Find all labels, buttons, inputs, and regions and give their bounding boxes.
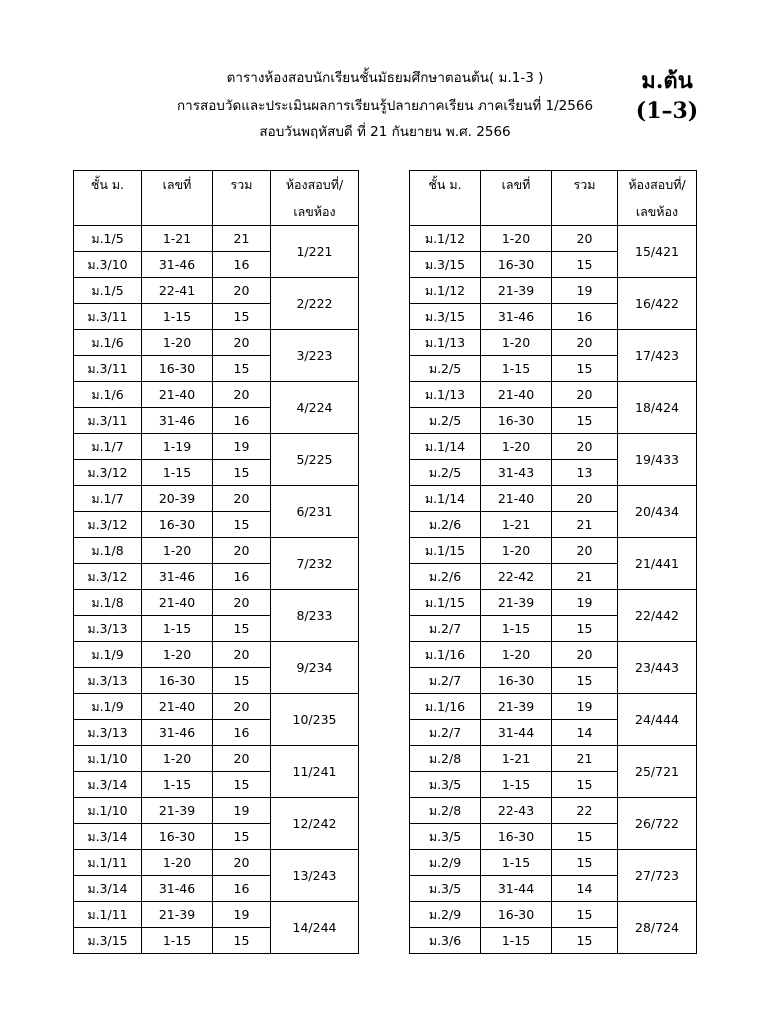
student-number-cell: 1-21 xyxy=(481,512,552,538)
student-number-cell: 21-40 xyxy=(142,694,213,720)
table-body-right xyxy=(410,226,697,954)
total-cell: 15 xyxy=(552,668,618,694)
table-row xyxy=(74,642,359,668)
total-cell: 20 xyxy=(213,850,271,876)
grade-cell: ม.3/5 xyxy=(410,824,481,850)
table-row xyxy=(410,590,697,616)
total-cell: 21 xyxy=(552,512,618,538)
grade-cell: ม.1/8 xyxy=(74,590,142,616)
total-cell: 20 xyxy=(552,382,618,408)
grade-cell: ม.1/7 xyxy=(74,434,142,460)
table-row xyxy=(74,902,359,928)
grade-cell: ม.3/12 xyxy=(74,512,142,538)
total-cell: 15 xyxy=(213,460,271,486)
grade-cell: ม.1/7 xyxy=(74,486,142,512)
grade-cell: ม.1/6 xyxy=(74,382,142,408)
grade-cell: ม.3/6 xyxy=(410,928,481,954)
student-number-cell: 1-15 xyxy=(142,304,213,330)
total-cell: 15 xyxy=(213,304,271,330)
grade-cell: ม.1/12 xyxy=(410,278,481,304)
student-number-cell: 31-43 xyxy=(481,460,552,486)
table-row xyxy=(410,226,697,252)
document-title: ตารางห้องสอบนักเรียนชั้นมัธยมศึกษาตอนต้น( ม.1-3 ) xyxy=(226,70,544,86)
grade-cell: ม.3/15 xyxy=(410,252,481,278)
table-row xyxy=(410,278,697,304)
student-number-cell: 1-15 xyxy=(481,928,552,954)
student-number-cell: 1-20 xyxy=(142,642,213,668)
student-number-cell: 1-20 xyxy=(142,850,213,876)
table-row xyxy=(410,902,697,928)
total-cell: 15 xyxy=(552,356,618,382)
grade-cell: ม.3/13 xyxy=(74,668,142,694)
exam-room-cell: 23/443 xyxy=(618,642,697,694)
student-number-cell: 31-44 xyxy=(481,876,552,902)
total-cell: 20 xyxy=(552,226,618,252)
col-header-number-cont xyxy=(481,198,552,226)
total-cell: 14 xyxy=(552,876,618,902)
student-number-cell: 1-20 xyxy=(142,330,213,356)
grade-cell: ม.2/7 xyxy=(410,616,481,642)
total-cell: 16 xyxy=(213,252,271,278)
col-header-number: เลขที่ xyxy=(142,171,213,199)
col-header-room: ห้องสอบที่/ xyxy=(271,171,359,199)
student-number-cell: 21-40 xyxy=(481,382,552,408)
total-cell: 20 xyxy=(213,538,271,564)
total-cell: 16 xyxy=(213,564,271,590)
total-cell: 15 xyxy=(552,408,618,434)
student-number-cell: 16-30 xyxy=(481,902,552,928)
total-cell: 20 xyxy=(552,486,618,512)
total-cell: 15 xyxy=(213,772,271,798)
grade-cell: ม.1/16 xyxy=(410,694,481,720)
grade-cell: ม.2/9 xyxy=(410,850,481,876)
student-number-cell: 21-40 xyxy=(142,382,213,408)
grade-cell: ม.2/5 xyxy=(410,460,481,486)
student-number-cell: 16-30 xyxy=(142,824,213,850)
total-cell: 15 xyxy=(213,356,271,382)
exam-room-cell: 6/231 xyxy=(271,486,359,538)
student-number-cell: 21-39 xyxy=(481,590,552,616)
grade-cell: ม.2/6 xyxy=(410,512,481,538)
table-row xyxy=(74,382,359,408)
student-number-cell: 1-21 xyxy=(481,746,552,772)
exam-room-cell: 3/223 xyxy=(271,330,359,382)
grade-cell: ม.3/13 xyxy=(74,720,142,746)
total-cell: 15 xyxy=(213,928,271,954)
exam-room-cell: 25/721 xyxy=(618,746,697,798)
table-row xyxy=(74,278,359,304)
exam-room-cell: 27/723 xyxy=(618,850,697,902)
total-cell: 22 xyxy=(552,798,618,824)
total-cell: 13 xyxy=(552,460,618,486)
exam-room-cell: 10/235 xyxy=(271,694,359,746)
grade-cell: ม.1/11 xyxy=(74,850,142,876)
student-number-cell: 1-20 xyxy=(481,330,552,356)
grade-cell: ม.3/12 xyxy=(74,564,142,590)
exam-room-cell: 4/224 xyxy=(271,382,359,434)
student-number-cell: 31-46 xyxy=(142,252,213,278)
student-number-cell: 21-40 xyxy=(142,590,213,616)
grade-cell: ม.3/5 xyxy=(410,876,481,902)
table-row xyxy=(410,746,697,772)
col-header-total-cont xyxy=(552,198,618,226)
total-cell: 20 xyxy=(213,642,271,668)
total-cell: 20 xyxy=(213,278,271,304)
grade-cell: ม.1/12 xyxy=(410,226,481,252)
total-cell: 20 xyxy=(213,382,271,408)
grade-cell: ม.3/13 xyxy=(74,616,142,642)
col-header-number: เลขที่ xyxy=(481,171,552,199)
grade-cell: ม.2/6 xyxy=(410,564,481,590)
total-cell: 15 xyxy=(552,252,618,278)
grade-cell: ม.1/13 xyxy=(410,382,481,408)
grade-cell: ม.1/10 xyxy=(74,798,142,824)
exam-room-cell: 9/234 xyxy=(271,642,359,694)
exam-room-cell: 20/434 xyxy=(618,486,697,538)
student-number-cell: 31-46 xyxy=(142,720,213,746)
exam-room-cell: 14/244 xyxy=(271,902,359,954)
student-number-cell: 1-15 xyxy=(142,460,213,486)
student-number-cell: 1-20 xyxy=(481,642,552,668)
table-body-left xyxy=(74,226,359,954)
table-row xyxy=(410,434,697,460)
student-number-cell: 16-30 xyxy=(142,356,213,382)
student-number-cell: 1-20 xyxy=(142,538,213,564)
level-badge-range: (1–3) xyxy=(635,98,699,124)
exam-room-cell: 18/424 xyxy=(618,382,697,434)
col-header-grade-cont xyxy=(74,198,142,226)
student-number-cell: 20-39 xyxy=(142,486,213,512)
total-cell: 20 xyxy=(552,642,618,668)
grade-cell: ม.3/12 xyxy=(74,460,142,486)
exam-room-cell: 11/241 xyxy=(271,746,359,798)
total-cell: 15 xyxy=(552,850,618,876)
student-number-cell: 31-46 xyxy=(481,304,552,330)
grade-cell: ม.1/16 xyxy=(410,642,481,668)
level-badge-label: ม.ต้น xyxy=(641,68,693,94)
student-number-cell: 31-46 xyxy=(142,564,213,590)
grade-cell: ม.1/11 xyxy=(74,902,142,928)
grade-cell: ม.3/15 xyxy=(74,928,142,954)
grade-cell: ม.1/5 xyxy=(74,226,142,252)
student-number-cell: 1-15 xyxy=(481,772,552,798)
total-cell: 20 xyxy=(552,434,618,460)
student-number-cell: 16-30 xyxy=(142,512,213,538)
student-number-cell: 21-39 xyxy=(142,798,213,824)
student-number-cell: 1-15 xyxy=(481,356,552,382)
exam-room-cell: 5/225 xyxy=(271,434,359,486)
grade-cell: ม.1/15 xyxy=(410,590,481,616)
grade-cell: ม.1/6 xyxy=(74,330,142,356)
total-cell: 15 xyxy=(552,902,618,928)
table-row xyxy=(410,538,697,564)
grade-cell: ม.3/11 xyxy=(74,408,142,434)
col-header-total-cont xyxy=(213,198,271,226)
exam-date: สอบวันพฤหัสบดี ที่ 21 กันยายน พ.ศ. 2566 xyxy=(259,124,511,140)
col-header-room: ห้องสอบที่/ xyxy=(618,171,697,199)
table-row xyxy=(74,590,359,616)
grade-cell: ม.2/8 xyxy=(410,746,481,772)
student-number-cell: 31-44 xyxy=(481,720,552,746)
student-number-cell: 16-30 xyxy=(481,408,552,434)
grade-cell: ม.2/9 xyxy=(410,902,481,928)
total-cell: 20 xyxy=(213,746,271,772)
exam-room-cell: 13/243 xyxy=(271,850,359,902)
total-cell: 14 xyxy=(552,720,618,746)
grade-cell: ม.1/5 xyxy=(74,278,142,304)
grade-cell: ม.3/15 xyxy=(410,304,481,330)
grade-cell: ม.2/8 xyxy=(410,798,481,824)
student-number-cell: 1-20 xyxy=(481,434,552,460)
grade-cell: ม.1/14 xyxy=(410,486,481,512)
student-number-cell: 1-19 xyxy=(142,434,213,460)
total-cell: 19 xyxy=(213,434,271,460)
student-number-cell: 16-30 xyxy=(142,668,213,694)
table-row xyxy=(74,538,359,564)
total-cell: 15 xyxy=(213,512,271,538)
grade-cell: ม.2/5 xyxy=(410,356,481,382)
table-row xyxy=(410,382,697,408)
table-row xyxy=(74,850,359,876)
col-header-grade: ชั้น ม. xyxy=(410,171,481,199)
grade-cell: ม.3/10 xyxy=(74,252,142,278)
student-number-cell: 16-30 xyxy=(481,252,552,278)
document-subtitle: การสอบวัดและประเมินผลการเรียนรู้ปลายภาคเรียน ภาคเรียนที่ 1/2566 xyxy=(176,98,594,114)
student-number-cell: 31-46 xyxy=(142,408,213,434)
total-cell: 19 xyxy=(552,590,618,616)
student-number-cell: 16-30 xyxy=(481,668,552,694)
grade-cell: ม.3/5 xyxy=(410,772,481,798)
exam-room-cell: 8/233 xyxy=(271,590,359,642)
student-number-cell: 1-15 xyxy=(142,928,213,954)
col-header-total: รวม xyxy=(213,171,271,199)
grade-cell: ม.3/11 xyxy=(74,304,142,330)
table-row xyxy=(410,486,697,512)
student-number-cell: 1-15 xyxy=(142,772,213,798)
table-row xyxy=(410,330,697,356)
grade-cell: ม.1/14 xyxy=(410,434,481,460)
total-cell: 15 xyxy=(552,616,618,642)
student-number-cell: 1-15 xyxy=(481,616,552,642)
total-cell: 16 xyxy=(552,304,618,330)
exam-room-cell: 26/722 xyxy=(618,798,697,850)
student-number-cell: 1-15 xyxy=(481,850,552,876)
grade-cell: ม.2/7 xyxy=(410,720,481,746)
table-row xyxy=(74,434,359,460)
total-cell: 16 xyxy=(213,876,271,902)
col-header-total: รวม xyxy=(552,171,618,199)
col-header-grade: ชั้น ม. xyxy=(74,171,142,199)
total-cell: 15 xyxy=(213,824,271,850)
exam-room-cell: 12/242 xyxy=(271,798,359,850)
student-number-cell: 31-46 xyxy=(142,876,213,902)
grade-cell: ม.3/14 xyxy=(74,824,142,850)
total-cell: 15 xyxy=(552,928,618,954)
total-cell: 15 xyxy=(213,668,271,694)
grade-cell: ม.1/13 xyxy=(410,330,481,356)
total-cell: 19 xyxy=(213,902,271,928)
exam-room-cell: 22/442 xyxy=(618,590,697,642)
table-row xyxy=(74,694,359,720)
grade-cell: ม.1/10 xyxy=(74,746,142,772)
total-cell: 20 xyxy=(213,590,271,616)
exam-room-cell: 2/222 xyxy=(271,278,359,330)
student-number-cell: 16-30 xyxy=(481,824,552,850)
col-header-room-number: เลขห้อง xyxy=(618,198,697,226)
total-cell: 20 xyxy=(213,694,271,720)
student-number-cell: 1-20 xyxy=(481,538,552,564)
grade-cell: ม.3/14 xyxy=(74,772,142,798)
grade-cell: ม.2/5 xyxy=(410,408,481,434)
table-row xyxy=(410,694,697,720)
col-header-room-number: เลขห้อง xyxy=(271,198,359,226)
exam-room-table-left xyxy=(73,170,359,954)
student-number-cell: 1-21 xyxy=(142,226,213,252)
grade-cell: ม.3/14 xyxy=(74,876,142,902)
exam-room-cell: 24/444 xyxy=(618,694,697,746)
exam-room-cell: 7/232 xyxy=(271,538,359,590)
table-row xyxy=(410,850,697,876)
table-row xyxy=(74,798,359,824)
total-cell: 15 xyxy=(552,824,618,850)
exam-room-cell: 19/433 xyxy=(618,434,697,486)
grade-cell: ม.1/8 xyxy=(74,538,142,564)
grade-cell: ม.3/11 xyxy=(74,356,142,382)
student-number-cell: 22-41 xyxy=(142,278,213,304)
table-row xyxy=(410,798,697,824)
total-cell: 19 xyxy=(213,798,271,824)
exam-room-cell: 15/421 xyxy=(618,226,697,278)
exam-room-cell: 28/724 xyxy=(618,902,697,954)
total-cell: 16 xyxy=(213,720,271,746)
student-number-cell: 1-15 xyxy=(142,616,213,642)
total-cell: 20 xyxy=(213,486,271,512)
total-cell: 19 xyxy=(552,694,618,720)
grade-cell: ม.1/9 xyxy=(74,642,142,668)
exam-room-cell: 16/422 xyxy=(618,278,697,330)
student-number-cell: 21-40 xyxy=(481,486,552,512)
student-number-cell: 22-42 xyxy=(481,564,552,590)
total-cell: 15 xyxy=(213,616,271,642)
table-row xyxy=(74,486,359,512)
student-number-cell: 21-39 xyxy=(481,278,552,304)
total-cell: 20 xyxy=(552,330,618,356)
total-cell: 21 xyxy=(552,564,618,590)
table-row xyxy=(74,746,359,772)
exam-room-cell: 17/423 xyxy=(618,330,697,382)
col-header-grade-cont xyxy=(410,198,481,226)
student-number-cell: 21-39 xyxy=(481,694,552,720)
total-cell: 20 xyxy=(552,538,618,564)
grade-cell: ม.1/9 xyxy=(74,694,142,720)
student-number-cell: 21-39 xyxy=(142,902,213,928)
grade-cell: ม.2/7 xyxy=(410,668,481,694)
total-cell: 21 xyxy=(213,226,271,252)
table-row xyxy=(74,226,359,252)
col-header-number-cont xyxy=(142,198,213,226)
exam-room-table-right xyxy=(409,170,697,954)
student-number-cell: 22-43 xyxy=(481,798,552,824)
total-cell: 16 xyxy=(213,408,271,434)
grade-cell: ม.1/15 xyxy=(410,538,481,564)
exam-room-cell: 1/221 xyxy=(271,226,359,278)
student-number-cell: 1-20 xyxy=(481,226,552,252)
total-cell: 19 xyxy=(552,278,618,304)
exam-room-cell: 21/441 xyxy=(618,538,697,590)
total-cell: 20 xyxy=(213,330,271,356)
table-row xyxy=(410,642,697,668)
student-number-cell: 1-20 xyxy=(142,746,213,772)
total-cell: 21 xyxy=(552,746,618,772)
total-cell: 15 xyxy=(552,772,618,798)
table-row xyxy=(74,330,359,356)
level-badge xyxy=(624,66,710,126)
